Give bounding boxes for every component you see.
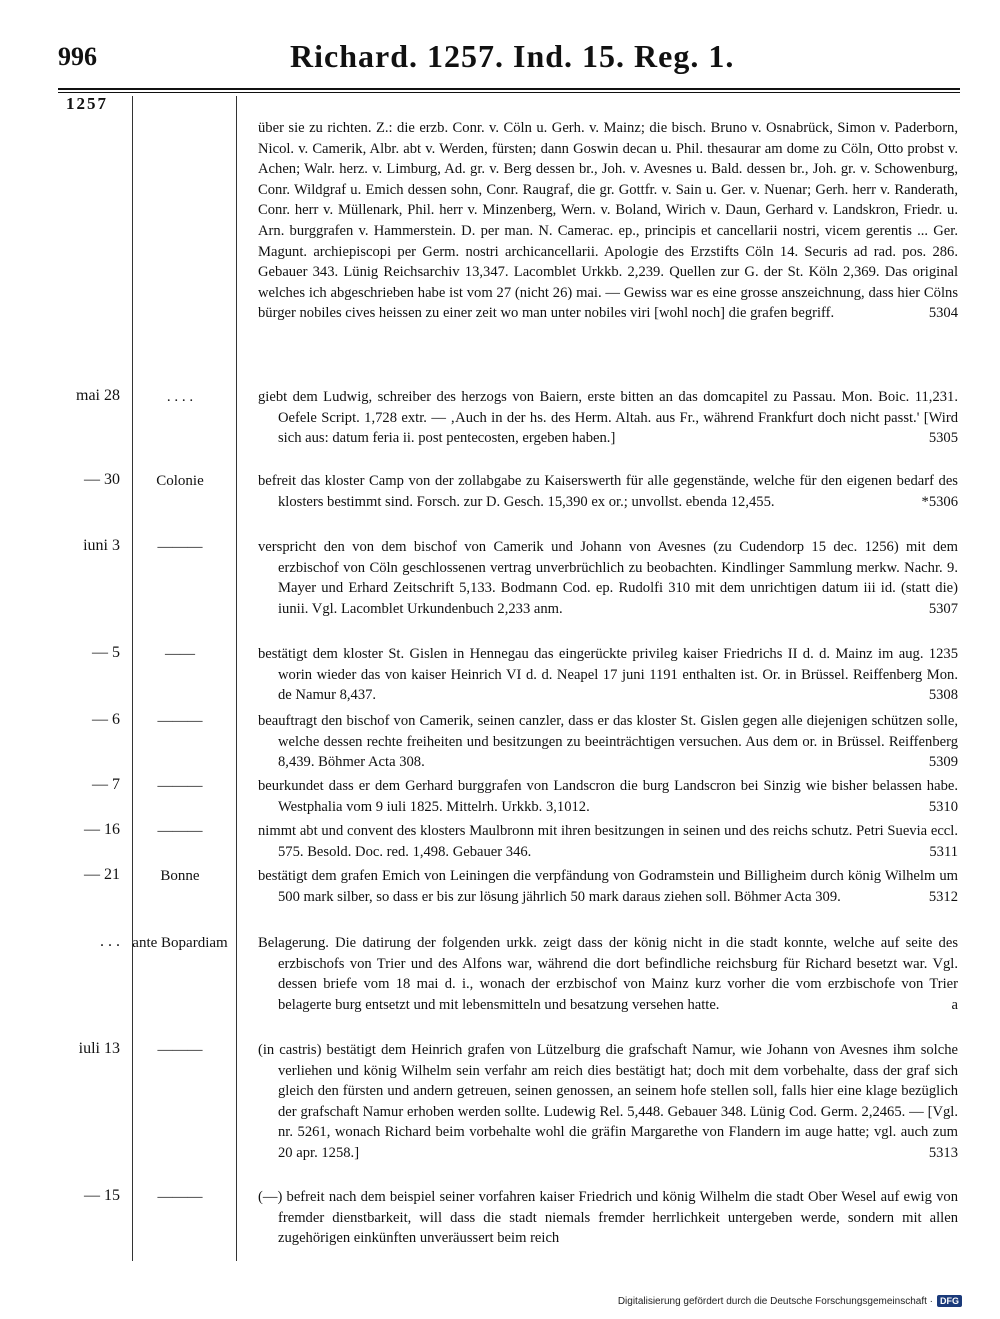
entry-text [258,821,958,862]
entry-text [258,471,958,512]
entry-number: *5306 [921,493,958,510]
entry-text [258,1187,958,1249]
year-label: 1257 [66,94,108,113]
entry-place: . . . . [166,389,194,405]
entry-text [258,644,958,706]
header-rule [58,88,960,90]
entry-text [258,866,958,907]
entry-body: nimmt abt und convent des klosters Maulbronn mit ihren besitzungen in seinen und des reichs schutz. Petri Suevia eccl. 575. Besold. Doc. red. 1,498. Gebauer 346. [258,823,958,860]
entry-body: bestätigt dem kloster St. Gislen in Hennegau das eingerückte privileg kaiser Friedrichs II d. d. Mainz im aug. 1235 worin wieder das von kaiser Heinrich VI d. d. Neapel 17 juni 1191 enthalten ist. Or. in Brüssel. Reiffenberg Mon. de Namur 8,437. [258,646,958,704]
entry-number: 5305 [928,430,958,447]
entry-place: ——— [157,1042,203,1058]
entry-body: befreit das kloster Camp von der zollabgabe zu Kaiserswerth für alle gegenstände, welche für den eigenen bedarf des klosters bestimmt sind. Forsch. zur D. Gesch. 15,390 ex or.; unvollst. ebenda 12,455. [258,473,958,510]
entry-text [258,118,958,324]
entry-number: 5307 [928,600,958,617]
entry-date: — 5 [92,644,120,661]
header-rule-thin [58,92,960,93]
entry-number: 5310 [928,798,958,815]
entry-date: iuli 13 [78,1040,120,1057]
entry-place: ——— [157,823,203,839]
entry-place: ——— [157,713,203,729]
entry-number: a [951,996,958,1013]
entry-body: (—) befreit nach dem beispiel seiner vorfahren kaiser Friedrich und könig Wilhelm die stadt Ober Wesel auf ewig von fremder dienstbarkeit, will dass die stadt niemals fremder herrlichkeit untergeben werde, sondern mit allen zugehörigen einkünften unveräussert beim reich [258,1189,958,1247]
entry-place: Bonne [160,868,200,884]
entry-place: Colonie [156,473,204,489]
entry-date: — 6 [92,711,120,728]
entry-place: ——— [157,539,203,555]
entry-text [258,387,958,449]
entry-body: beauftragt den bischof von Camerik, seinen canzler, dass er das kloster St. Gislen gegen alle diejenigen schützen solle, welche dessen rechte freiheiten und besitzungen zu beeinträchtigen versuchen. Aus dem or. in Brüssel. Reiffenberg 8,439. Böhmer Acta 308. [258,713,958,771]
entry-date: — 21 [84,866,120,883]
entry-body: beurkundet dass er dem Gerhard burggrafen von Landscron die burg Landscron bei Sinzig wie bisher belassen habe. Westphalia vom 9 iuli 1825. Mittelrh. Urkkb. 3,1012. [258,778,958,815]
entry-number: 5313 [928,1144,958,1161]
entry-date: — 15 [84,1187,120,1204]
entry-body: giebt dem Ludwig, schreiber des herzogs von Baiern, erste bitten an das domcapitel zu Passau. Mon. Boic. 11,231. Oefele Script. 1,728 extr. — ‚Auch in der hs. des Herm. Altah. aus Fr., während Frankfurt doch nicht passt.' [Wird sich aus: datum feria ii. post pentecosten, ergeben haben.] [258,389,958,447]
entry-date: mai 28 [76,387,120,404]
entry-text [258,1040,958,1164]
entry-place: ——— [157,1189,203,1205]
entry-text [258,933,958,1015]
column-divider-date [132,96,133,1261]
entry-place: —— [165,646,195,662]
entry-number: 5311 [929,843,958,860]
entry-date: — 16 [84,821,120,838]
footer-text: Digitalisierung gefördert durch die Deutsche Forschungsgemeinschaft · [617,1295,933,1307]
entry-date: — 30 [84,471,120,488]
entry-place: ——— [157,778,203,794]
entry-body: verspricht den von dem bischof von Camerik und Johann von Avesnes (zu Cudendorp 15 dec. 1256) mit dem erzbischof von Cöln geschlossenen vertrag unverbrüchlich zu beobachten. Kindlinger Sammlung merkw. Nachr. 9. Mayer und Erhard Zeitschrift 5,133. Bodmann Cod. ep. Rudolfi 310 mit dem unrichtigen datum iii id. (statt die) iunii. Vgl. Lacomblet Urkundenbuch 2,233 anm. [258,539,958,617]
entry-number: 5312 [928,888,958,905]
entry-text [258,711,958,773]
entry-body: bestätigt dem grafen Emich von Leiningen die verpfändung von Godramstein und Billigheim durch könig Wilhelm um 500 mark silber, so dass er bis zur lösung jährlich 50 mark daraus ziehen soll. Böhmer Acta 309. [258,868,958,905]
entry-body: über sie zu richten. Z.: die erzb. Conr. v. Cöln u. Gerh. v. Mainz; die bisch. Bruno v. Osnabrück, Simon v. Paderborn, Nicol. v. Camerik, Albr. abt v. Werden, fürsten; dann Goswin decan u. Phil. thesaurar am dome zu Cöln, Otto probst v. Achen; Walr. herz. v. Limburg, Ad. gr. v. Berg dessen br., Joh. v. Avesnes u. Bald. dessen br., Joh. gr. v. Schowenburg, Conr. Wildgraf u. Emich dessen sohn, Conr. Raugraf, die gr. Gottfr. v. Sain u. Ger. v. Nuenar; Gerh. herr v. Randerath, Conr. herr v. Müllenark, Phil. herr v. Minzenberg, Wern. v. Boland, Wirich v. Daun, Gerhard v. Landskron, Friedr. u. Arn. burggrafen v. Hammerstein. D. per man. N. Camerac. ep., principis et cancellarii nostri, vicem gerentis ... Ger. Magunt. archiepiscopi per Germ. nostri archicancellarii. Apologie des Erzstifts Cöln 14. Securis ad rad. pos. 286. Gebauer 343. Lünig Reichsarchiv 13,347. Lacomblet Urkkb. 2,239. Quellen zur G. der St. Köln 2,369. Das original welches ich abgeschrieben habe ist vom 27 (nicht 26) mai. — Gewiss war es eine grosse anszeichnung, dass hier Cölns bürger nobiles cives heissen zu einer zeit wo man unter nobiles viri [wohl noch] die grafen begriff. [258,120,958,322]
entry-body: (in castris) bestätigt dem Heinrich grafen von Lützelburg die grafschaft Namur, wie Johann von Avesnes ihm solche verliehen und könig Wilhelm sein verfahr am reich dies bestätigt hat; doch mit dem vorbehalte, dass der graf sich gleich den fürsten und andern getreuen, seinen genossen, an seinem hofe stellen soll, falls hier eine klage bezüglich der grafschaft Namur erhoben werden sollte. Ludewig Rel. 5,448. Gebauer 348. Lünig Cod. Germ. 2,2465. — [Vgl. nr. 5261, wonach Richard beim vorbehalte wohl die gräfin Margarethe von Flandern im auge hatte; vgl. auch zum 20 apr. 1258.] [258,1042,958,1161]
entry-text [258,776,958,817]
entry-text [258,537,958,619]
entry-place: ante Bopardiam [132,935,228,951]
entry-number: 5304 [928,305,958,322]
page-header: Richard. 1257. Ind. 15. Reg. 1. [290,38,735,74]
entry-date: — 7 [92,776,120,793]
entry-number: 5309 [928,754,958,771]
entry-number: 5308 [928,687,958,704]
dfg-logo-icon: DFG [937,1295,962,1307]
entry-date: . . . [100,933,120,950]
entry-date: iuni 3 [83,537,120,554]
column-divider-place [236,96,237,1261]
entry-body: Belagerung. Die datirung der folgenden urkk. zeigt dass der könig nicht in die stadt konnte, welche auf seite des erzbischofs von Trier und des Alfons war, während die dort befindliche reichsburg für Richard besetzt war. Vgl. dessen briefe vom 18 mai d. i., wonach der erzbischof von Mainz kurz vorher die vom erzbischofe von Trier belagerte burg entsetzt und mit lebensmitteln und besatzung versehen hatte. [258,935,958,1013]
page-number: 996 [58,42,97,71]
footer [618,1295,962,1307]
